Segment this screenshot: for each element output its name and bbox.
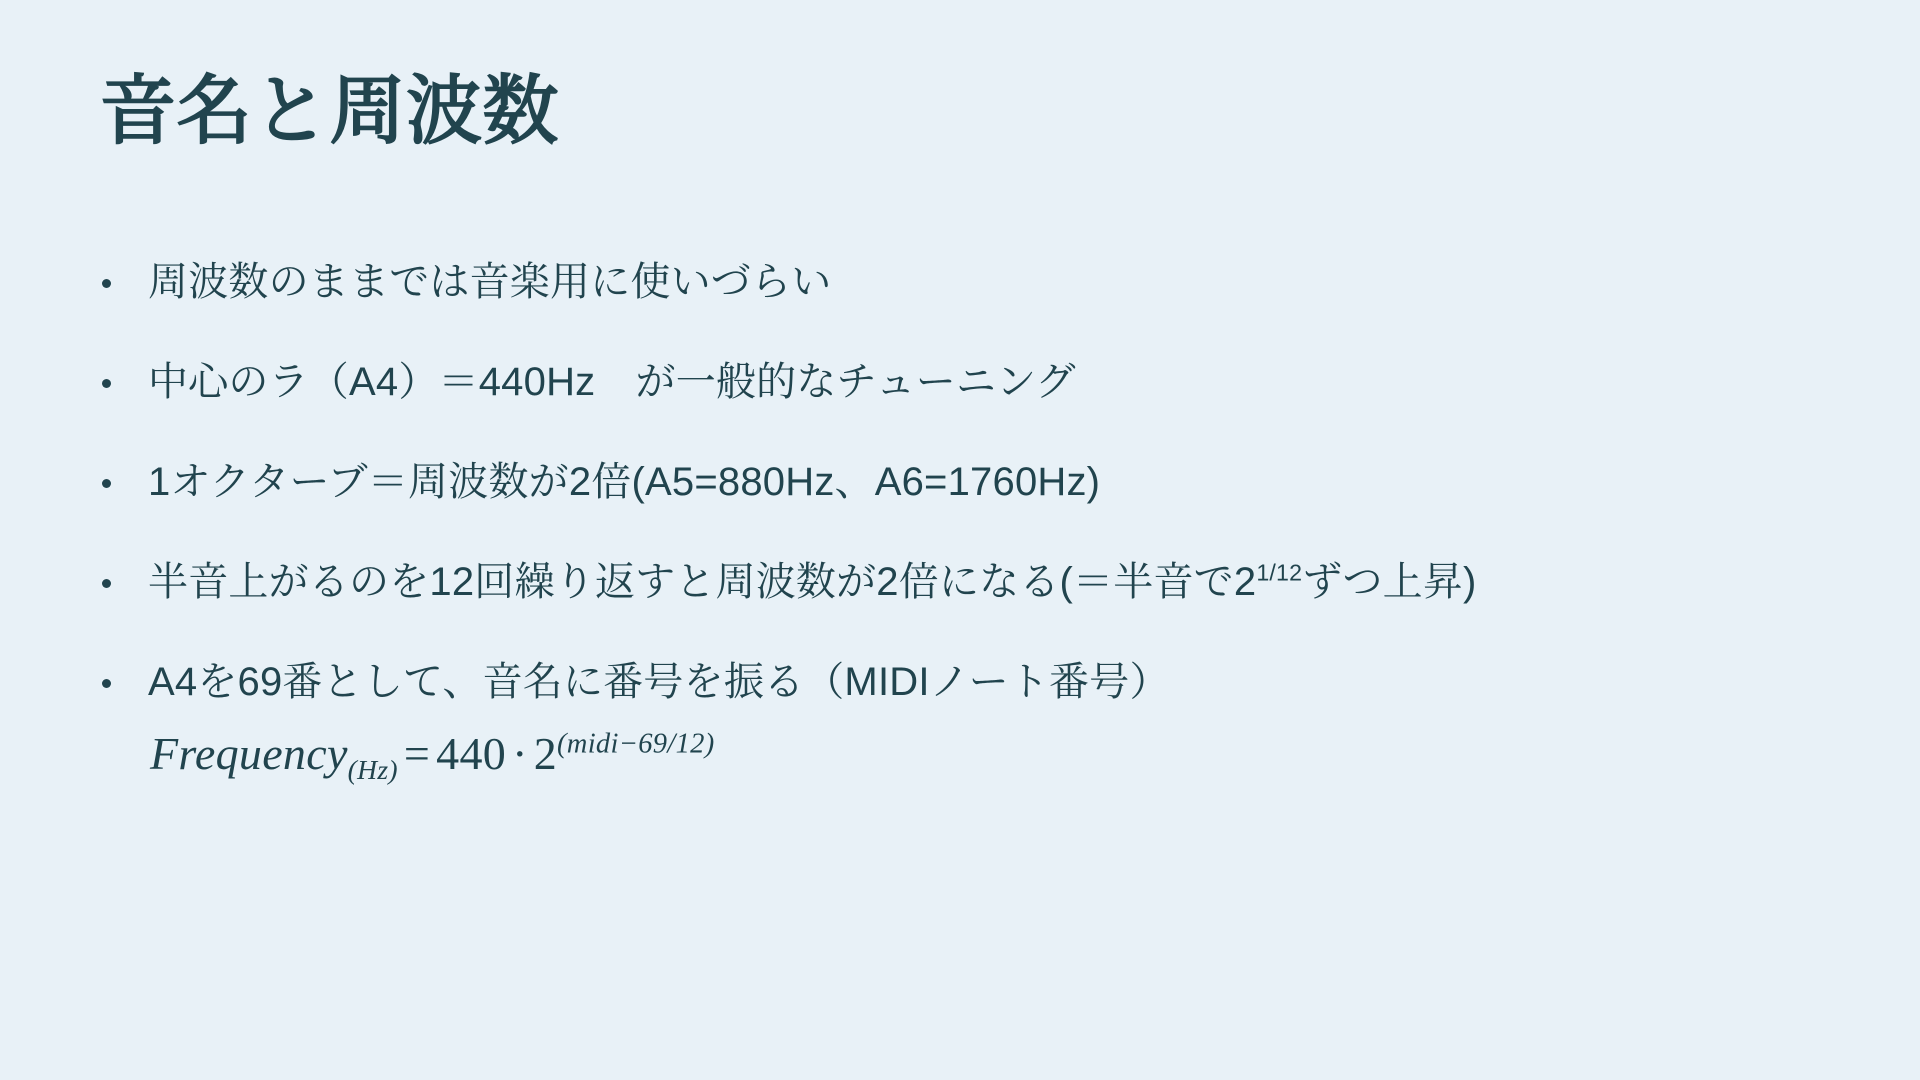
list-item xyxy=(90,555,1830,609)
list-item xyxy=(90,355,1830,409)
formula-multiply-dot: · xyxy=(512,728,528,779)
bullet-text-suffix: ずつ上昇) xyxy=(1302,560,1477,604)
bullet-text: 1オクターブ＝周波数が2倍(A5=880Hz、A6=1760Hz) xyxy=(148,460,1101,504)
formula-equals: = xyxy=(403,728,431,779)
list-item xyxy=(90,455,1830,509)
formula-base: 2 xyxy=(533,728,558,779)
formula-exponent: (midi−69/12) xyxy=(557,728,715,760)
list-item xyxy=(90,655,1830,785)
formula-coefficient: 440 xyxy=(436,728,507,779)
frequency-formula xyxy=(148,723,1830,785)
page-title: 音名と周波数 xyxy=(100,69,559,154)
formula-variable-subscript: (Hz) xyxy=(347,754,398,786)
bullet-text-prefix: 半音上がるのを12回繰り返すと周波数が2倍になる(＝半音で2 xyxy=(148,560,1257,604)
bullet-text: 周波数のままでは音楽用に使いづらい xyxy=(148,260,832,304)
bullet-text: 中心のラ（A4）＝440Hz が一般的なチューニング xyxy=(148,360,1076,404)
bullet-text: A4を69番として、音名に番号を振る（MIDIノート番号） xyxy=(148,660,1170,704)
bullet-list xyxy=(90,255,1830,785)
bullet-text-superscript: 1/12 xyxy=(1256,559,1303,586)
formula-variable: Frequency xyxy=(150,728,348,779)
list-item xyxy=(90,255,1830,309)
